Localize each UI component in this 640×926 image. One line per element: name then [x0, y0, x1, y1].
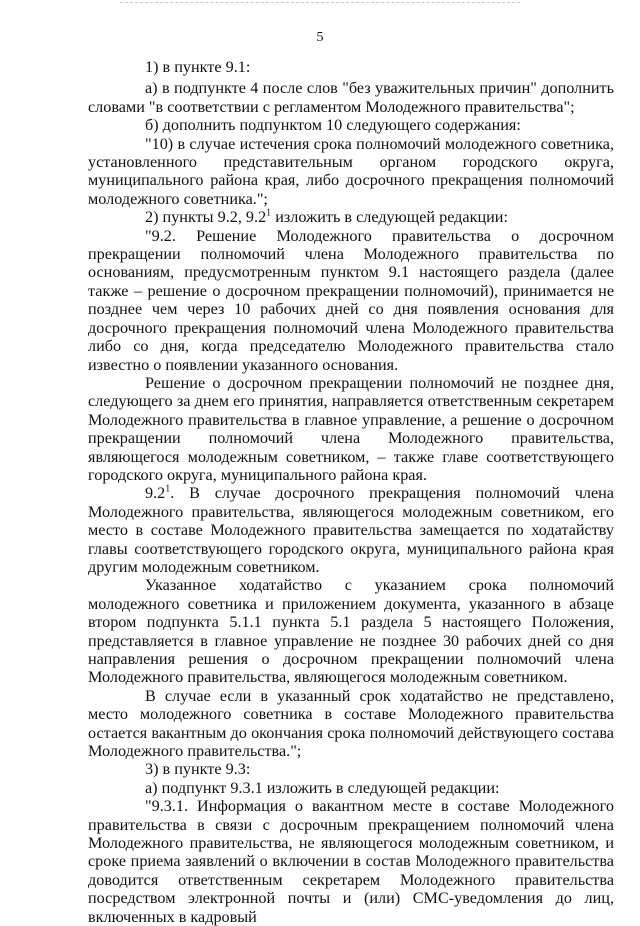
paragraph: Указанное ходатайство с указанием срока полномочий молодежного советника и приложением документа, указанного в абзаце втором подпункта 5.1.1 пункта 5.1 раздела 5 настоящего Положения, представляется в главное управление не позднее 30 рабочих дней со дня направления решения о досрочном прекращении полномочий члена Молодежного правительства, являющегося молодежным советником.	[88, 576, 614, 687]
document-body	[88, 58, 614, 926]
paragraph-text: изложить в следующей редакции:	[271, 208, 508, 227]
paragraph	[88, 208, 614, 226]
superscript: 1	[165, 483, 171, 495]
top-scan-edge-rule	[120, 2, 520, 3]
paragraph: а) в подпункте 4 после слов "без уважительных причин" дополнить словами "в соответствии с регламентом Молодежного правительства";	[88, 79, 614, 116]
page-number: 5	[316, 30, 324, 45]
paragraph: 3) в пункте 9.3:	[145, 760, 251, 779]
paragraph: "10) в случае истечения срока полномочий молодежного советника, установленного представительным органом городского округа, муниципального района края, либо досрочного прекращения полномочий молодежного советника.";	[88, 134, 614, 208]
paragraph-text: . В случае досрочного прекращения полномочий члена Молодежного правительства, являющегося молодежным советником, его место в составе Молодежного правительства замещается по ходатайству главы соответствующего городского округа, муниципального района края другим молодежным советником.	[88, 484, 614, 576]
paragraph: "9.2. Решение Молодежного правительства о досрочном прекращении полномочий члена Молодежного правительства по основаниям, предусмотренным пунктом 9.1 настоящего раздела (далее также – решение о досрочном прекращении полномочий), принимается не позднее чем через 10 рабочих дней со дня появления основания для досрочного прекращения полномочий члена Молодежного правительства либо со дня, когда председателю Молодежного правительства стало известно о появлении указанного основания.	[88, 226, 614, 374]
paragraph: б) дополнить подпунктом 10 следующего содержания:	[145, 116, 521, 135]
paragraph: а) подпункт 9.3.1 изложить в следующей редакции:	[145, 778, 500, 797]
paragraph: В случае если в указанный срок ходатайство не представлено, место молодежного советника в составе Молодежного правительства остается вакантным до окончания срока полномочий действующего состава Молодежного правительства.";	[88, 686, 614, 761]
paragraph: Решение о досрочном прекращении полномочий не позднее дня, следующего за днем его принятия, направляется ответственным секретарем Молодежного правительства в главное управление, а решение о досрочном прекращении полномочий члена Молодежного правительства, являющегося молодежным советником, – также главе соответствующего городского округа, муниципального района края.	[88, 373, 614, 484]
paragraph: "9.3.1. Информация о вакантном месте в составе Молодежного правительства в связи с досрочным прекращением полномочий члена Молодежного правительства, не являющегося молодежным советником, и сроке приема заявлений о включении в состав Молодежного правительства доводится ответственным секретарем Молодежного правительства посредством электронной почты и (или) СМС-уведомления до лиц, включенных в кадровый	[88, 797, 614, 926]
superscript: 1	[266, 207, 272, 219]
paragraph-text: 9.2	[145, 484, 166, 503]
paragraph-text: 2) пункты 9.2, 9.2	[145, 208, 267, 227]
paragraph: 1) в пункте 9.1:	[145, 58, 251, 76]
paragraph	[88, 484, 614, 576]
